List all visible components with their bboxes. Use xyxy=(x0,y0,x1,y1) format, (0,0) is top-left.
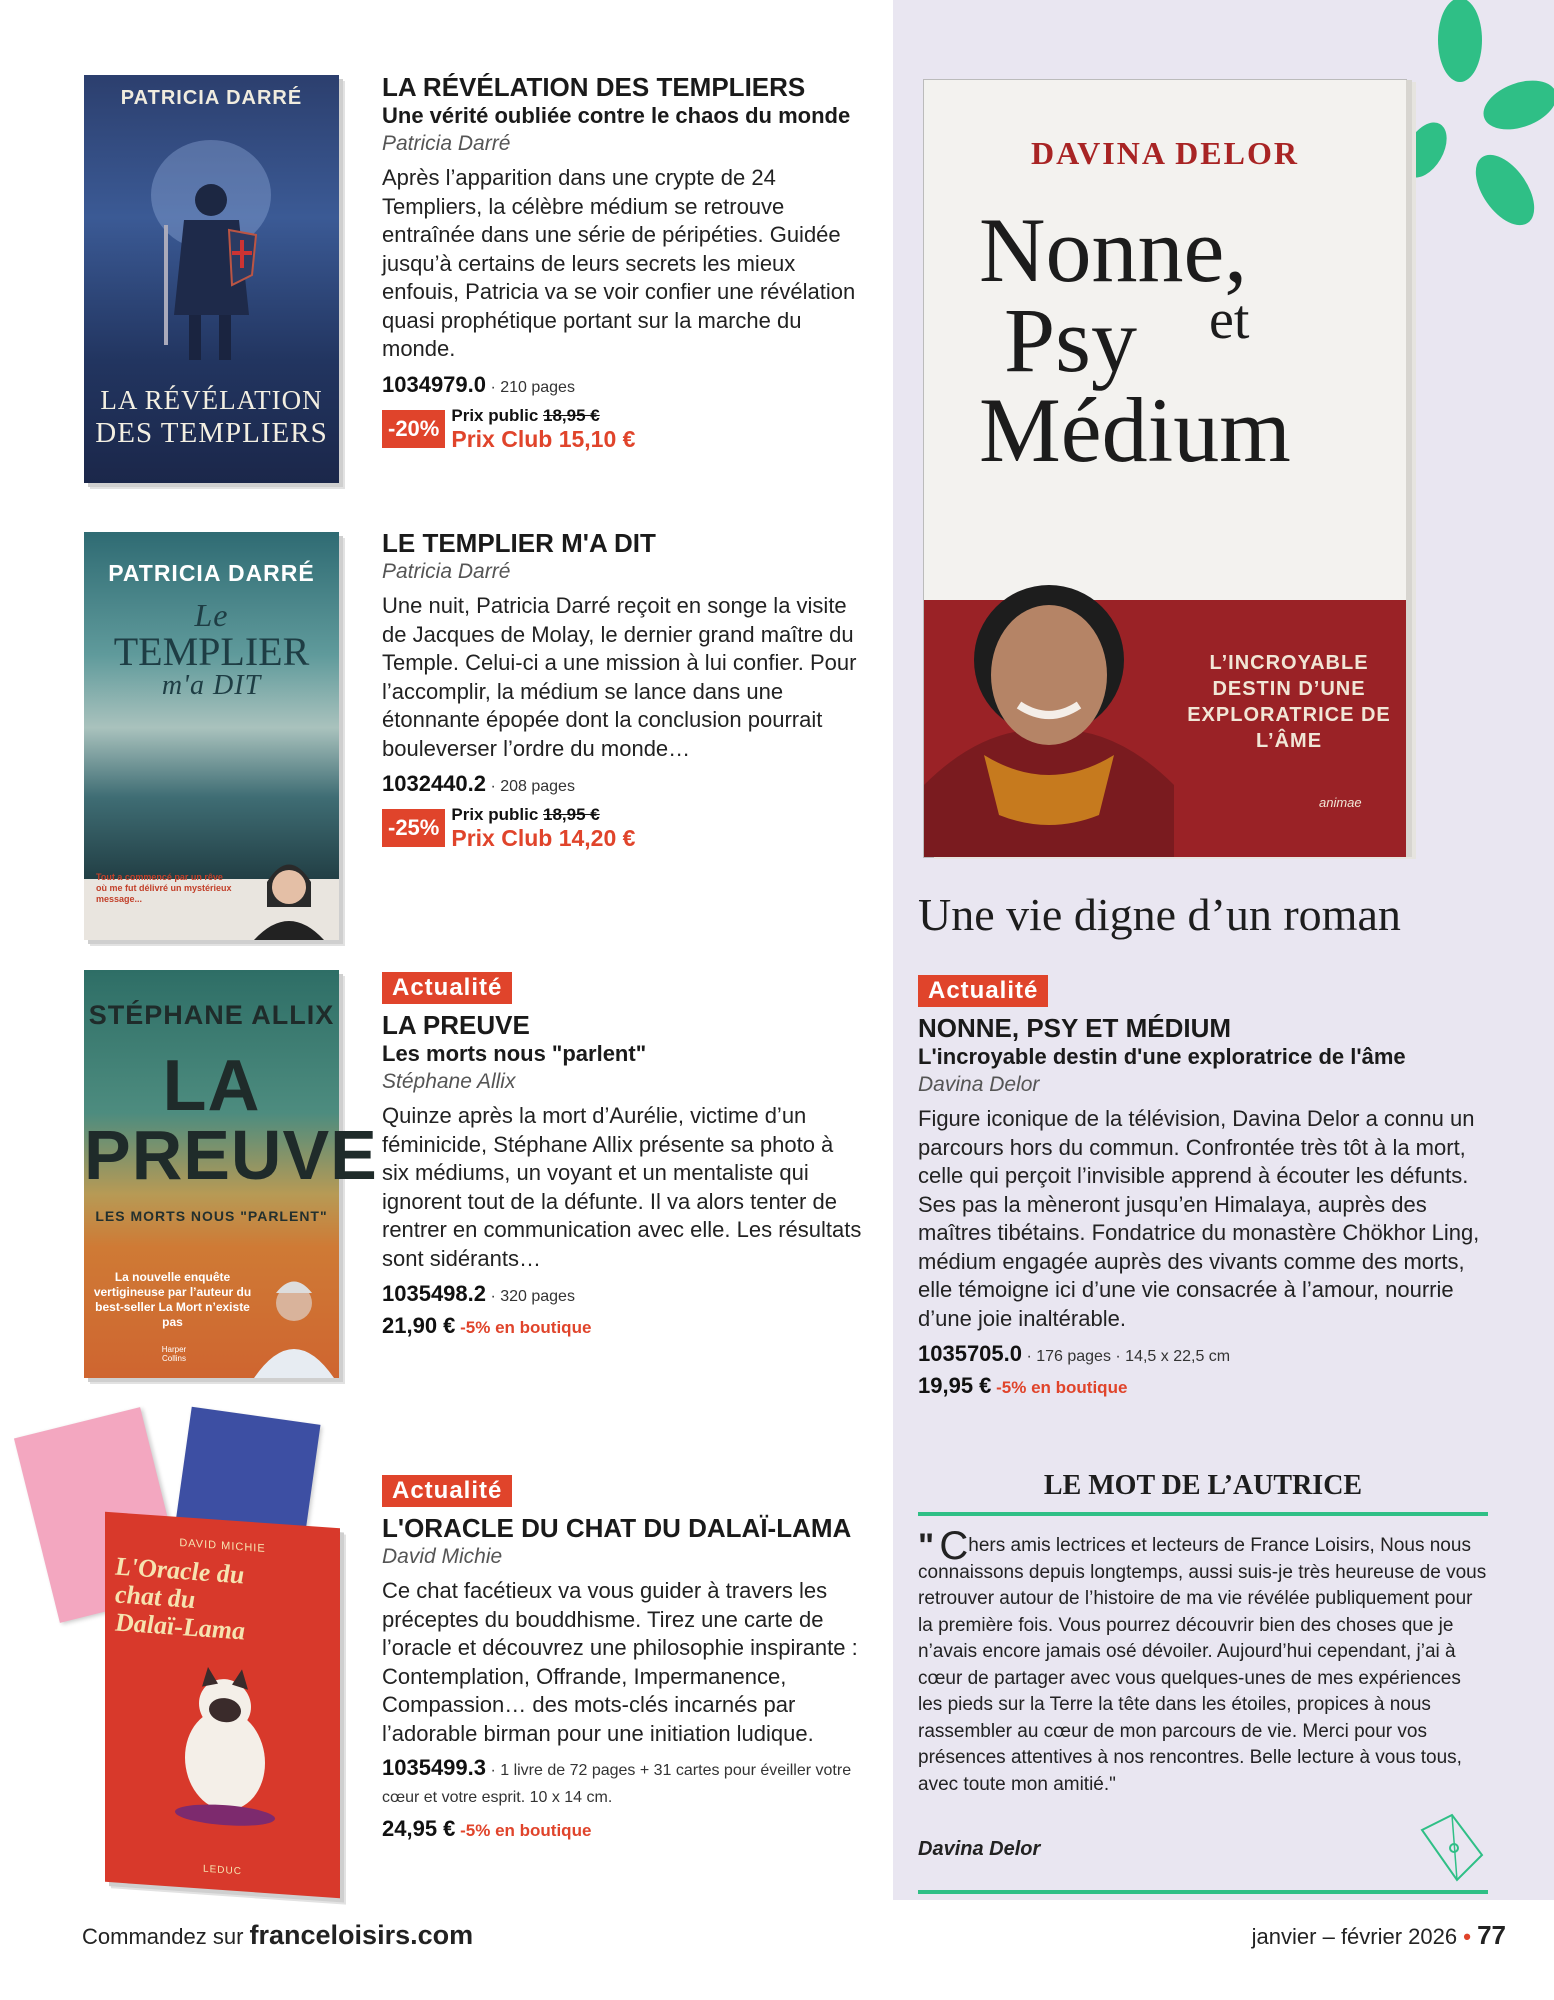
footer-page xyxy=(1252,1920,1506,1951)
cat-illustration xyxy=(160,1656,290,1835)
book-cover-revelation-templiers[interactable] xyxy=(84,75,339,483)
product-price: 24,95 € -5% en boutique xyxy=(382,1816,592,1841)
product-author: Patricia Darré xyxy=(382,560,511,583)
knight-illustration xyxy=(144,145,279,365)
product-revelation-templiers xyxy=(382,72,862,452)
author-portrait xyxy=(924,555,1174,857)
cover-author: DAVID MICHIE xyxy=(179,1536,266,1556)
club-price: Prix Club 15,10 € xyxy=(451,425,636,452)
product-nonne-psy-medium xyxy=(918,975,1493,1399)
author-photo xyxy=(249,847,329,940)
book-cover-templier-m-a-dit[interactable] xyxy=(84,532,339,940)
product-ref: 1035498.2 · 320 pages xyxy=(382,1281,575,1306)
site-link[interactable]: franceloisirs.com xyxy=(249,1920,474,1950)
quote-open-mark: " xyxy=(918,1527,935,1565)
product-ref: 1034979.0 · 210 pages xyxy=(382,371,575,397)
book-cover-nonne-psy-medium[interactable] xyxy=(924,80,1406,857)
cover-title-line3: m'a DIT xyxy=(161,670,262,701)
page-number: 77 xyxy=(1477,1920,1506,1950)
cover-title-line3: Médium xyxy=(979,379,1291,481)
product-title[interactable]: L'ORACLE DU CHAT DU DALAÏ-LAMA xyxy=(382,1513,852,1543)
club-price: Prix Club 14,20 € xyxy=(451,825,636,851)
cover-title-line2: Psy xyxy=(1004,289,1137,391)
product-ref: 1035705.0 · 176 pages · 14,5 x 22,5 cm xyxy=(918,1341,1231,1366)
quote-drop-cap: C xyxy=(939,1524,969,1568)
product-author: Stéphane Allix xyxy=(382,1070,516,1093)
product-description: Une nuit, Patricia Darré reçoit en songe la visite de Jacques de Molay, le dernier grand maître du Temple. Celui-ci a une mission à lui confier. Pour l’accomplir, la médium se lance dans une étonnante épopée dont la conclusion pourrait bouleverser l’ordre du monde… xyxy=(382,593,857,761)
issue-date: janvier – février 2026 xyxy=(1251,1924,1458,1949)
author-word-heading: LE MOT DE L’AUTRICE xyxy=(1043,1470,1363,1501)
cover-title-line2: DES TEMPLIERS xyxy=(95,417,328,449)
discount-badge: -20% xyxy=(382,410,445,448)
footer-order: Commandez sur franceloisirs.com xyxy=(82,1920,474,1950)
product-la-preuve xyxy=(382,972,862,1339)
product-oracle-chat xyxy=(382,1475,862,1842)
product-description: Quinze après la mort d’Aurélie, victime d’un féminicide, Stéphane Allix présente sa photo à six médiums, un voyant et un mentaliste qui ignorent tout de la défunte. Il va alors tenter de rentrer en communication avec elle. Les résultats sont sidérants… xyxy=(382,1103,862,1271)
cover-title-line2: TEMPLIER xyxy=(113,629,310,674)
product-title[interactable]: LA RÉVÉLATION DES TEMPLIERS xyxy=(382,72,806,102)
cover-title-line1: Nonne, xyxy=(979,199,1248,301)
public-price: Prix public 18,95 € xyxy=(451,805,600,824)
product-price: 21,90 € -5% en boutique xyxy=(382,1313,592,1338)
author-word-rule-bottom xyxy=(918,1890,1488,1894)
product-author: Patricia Darré xyxy=(382,132,511,155)
product-author: David Michie xyxy=(382,1545,503,1568)
product-subtitle: Les morts nous "parlent" xyxy=(382,1041,647,1066)
actualite-tag: Actualité xyxy=(918,975,1048,1007)
product-title[interactable]: NONNE, PSY ET MÉDIUM xyxy=(918,1013,1232,1043)
product-title[interactable]: LE TEMPLIER M'A DIT xyxy=(382,528,656,558)
quote-text: hers amis lectrices et lecteurs de France Loisirs, Nous nous connaissons depuis longtemps, aussi suis-je très heureuse de vous retrouver autour de l’histoire de ma vie révélée publiquement pour la première fois. Vous pourrez découvrir bien des choses que je n’avais encore jamais osé dévoiler. Aujourd’hui cependant, j’ai à cœur de partager avec vous quelques-unes de mes expériences les pieds sur la Terre la tête dans les étoiles, propices à nous rassembler au cœur de mon parcours de vie. Merci pour vos présences attentives à nos rencontres. Belle lecture à vous tous, avec toute mon amitié." xyxy=(918,1535,1487,1795)
product-subtitle: L'incroyable destin d'une exploratrice de l'âme xyxy=(918,1044,1406,1069)
actualite-tag: Actualité xyxy=(382,1475,512,1507)
public-price: Prix public 18,95 € xyxy=(451,405,600,425)
cover-publisher: animae xyxy=(1319,795,1362,810)
cover-title-line1: LA RÉVÉLATION xyxy=(100,385,323,415)
actualite-tag: Actualité xyxy=(382,972,512,1004)
product-description: Ce chat facétieux va vous guider à travers les préceptes du bouddhisme. Tirez une carte de l’oracle et découvrez une philosophie inspirante : Contemplation, Offrande, Impermanence, Compassion… des mots-clés incarnés par l’adorable birman pour une initiation ludique. xyxy=(382,1578,858,1746)
cover-author: STÉPHANE ALLIX xyxy=(88,1000,335,1030)
cover-title-line1: Le xyxy=(194,597,229,633)
cover-subtitle: LES MORTS NOUS "PARLENT" xyxy=(95,1208,328,1224)
cover-publisher: Harper Collins xyxy=(161,1345,187,1363)
cover-title-line2: PREUVE xyxy=(84,1116,378,1194)
author-word-rule-top xyxy=(918,1512,1488,1516)
cover-publisher: LEDUC xyxy=(203,1863,242,1878)
product-description: Après l’apparition dans une crypte de 24 Templiers, la célèbre médium se retrouve entraînée dans une série de péripéties. Guidée jusqu’à certains de leurs secrets les mieux enfouis, Patricia va se voir confier une révélation quasi prophétique portant sur la marche du monde. xyxy=(382,165,856,361)
cover-note: La nouvelle enquête vertigineuse par l’auteur du best-seller La Mort n’existe pas xyxy=(93,1270,252,1329)
product-author: Davina Delor xyxy=(918,1073,1040,1096)
book-cover-la-preuve[interactable] xyxy=(84,970,378,1378)
cover-banner: L’INCROYABLE DESTIN D’UNE EXPLORATRICE DE L’ÂME xyxy=(1187,652,1391,752)
product-price: 19,95 € -5% en boutique xyxy=(918,1373,1128,1398)
author-signature: Davina Delor xyxy=(918,1838,1041,1860)
cover-author: PATRICIA DARRÉ xyxy=(120,87,303,109)
price-box xyxy=(382,805,862,851)
author-word-quote xyxy=(918,1524,1488,1798)
author-photo xyxy=(249,1265,339,1378)
book-cover-oracle-chat[interactable] xyxy=(105,1512,340,1898)
feature-headline: Une vie digne d’un roman xyxy=(918,889,1401,940)
product-description: Figure iconique de la télévision, Davina Delor a connu un parcours hors du commun. Confrontée très tôt à la mort, celle qui perçoit l’invisible apprend à écouter les défunts. Ses pas la mèneront jusqu’en Himalaya, auprès des maîtres tibétains. Fondatrice du monastère Chökhor Ling, médium engagée auprès des vivants comme des morts, elle témoigne ici d’une vie consacrée à l’amour, nourrie d’une joie inaltérable. xyxy=(918,1106,1480,1331)
product-subtitle: Une vérité oubliée contre le chaos du monde xyxy=(382,103,851,128)
product-ref: 1035499.3 · 1 livre de 72 pages + 31 cartes pour éveiller votre cœur et votre esprit. 10 x 14 cm. xyxy=(382,1755,852,1806)
footer-bullet: • xyxy=(1463,1924,1471,1949)
price-box xyxy=(382,406,862,452)
cover-title-et: et xyxy=(1209,289,1250,351)
cover-title-line1: LA xyxy=(162,1046,261,1126)
product-title[interactable]: LA PREUVE xyxy=(382,1010,530,1040)
product-ref: 1032440.2 · 208 pages xyxy=(382,771,575,796)
discount-badge: -25% xyxy=(382,809,445,847)
cover-author: DAVINA DELOR xyxy=(1031,135,1299,171)
cover-author: PATRICIA DARRÉ xyxy=(108,560,315,586)
cover-title: L'Oracle du chat du Dalaï-Lama xyxy=(115,1551,245,1646)
cover-note: Tout a commencé par un rêve où me fut délivré un mystérieux message... xyxy=(96,872,232,904)
fountain-pen-icon xyxy=(1412,1810,1492,1890)
product-templier-m-a-dit xyxy=(382,528,862,851)
